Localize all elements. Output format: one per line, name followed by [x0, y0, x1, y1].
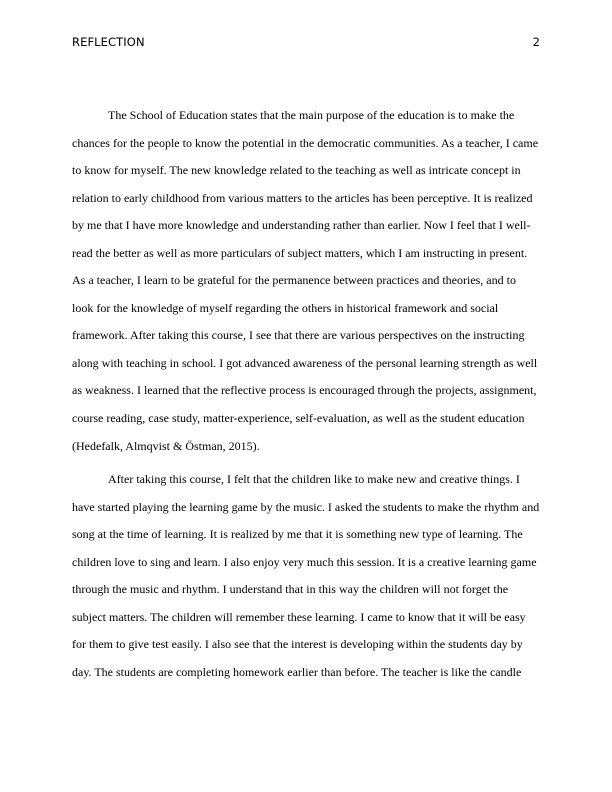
paragraph-line: The School of Education states that the main purpose of the education is to make the — [108, 108, 515, 122]
body-text — [72, 102, 540, 714]
paragraph-line: framework. After taking this course, I see that there are various perspectives on the instructing — [72, 328, 525, 343]
paragraph-line: subject matters. The children will remember these learning. I came to know that it will be easy — [72, 609, 526, 624]
paragraph-line: day. The students are completing homework earlier than before. The teacher is like the candle — [72, 664, 522, 679]
paragraph-line: read the better as well as more particulars of subject matters, which I am instructing in present. — [72, 245, 528, 260]
page-number: 2 — [532, 35, 540, 49]
paragraph-line: look for the knowledge of myself regarding the others in historical framework and social — [72, 300, 499, 315]
paragraph-line: As a teacher, I learn to be grateful for the permanence between practices and theories, and to — [72, 273, 516, 288]
paragraph-line: song at the time of learning. It is realized by me that it is something new type of learning. The — [72, 527, 523, 542]
paragraph-line: through the music and rhythm. I understand that in this way the children will not forget the — [72, 582, 509, 597]
paragraph-line: chances for the people to know the potential in the democratic communities. As a teacher, I came — [72, 135, 539, 150]
paragraph-line — [72, 686, 540, 714]
paragraph-line: After taking this course, I felt that the children like to make new and creative things. I — [108, 472, 520, 487]
paragraph-2 — [72, 466, 540, 714]
paragraph-line: for them to give test easily. I also see that the interest is developing within the students day by — [72, 637, 523, 652]
paragraph-line: children love to sing and learn. I also enjoy very much this session. It is a creative learning game — [72, 554, 537, 569]
paragraph-line: (Hedefalk, Almqvist & Östman, 2015). — [72, 438, 260, 453]
running-head: REFLECTION — [72, 35, 145, 49]
paragraph-line: course reading, case study, matter-experience, self-evaluation, as well as the student education — [72, 411, 525, 426]
paragraph-1 — [72, 102, 540, 460]
paragraph-line: to know for myself. The new knowledge related to the teaching as well as intricate concept in — [72, 163, 521, 178]
paragraph-line: as weakness. I learned that the reflective process is encouraged through the projects, assignment, — [72, 383, 537, 398]
paragraph-line: by me that I have more knowledge and understanding rather than earlier. Now I feel that I well- — [72, 218, 531, 233]
paragraph-line: have started playing the learning game by the music. I asked the students to make the rhythm and — [72, 499, 540, 514]
paragraph-line: along with teaching in school. I got advanced awareness of the personal learning strength as well — [72, 355, 538, 370]
paragraph-line: relation to early childhood from various matters to the articles has been perceptive. It is realized — [72, 190, 533, 205]
